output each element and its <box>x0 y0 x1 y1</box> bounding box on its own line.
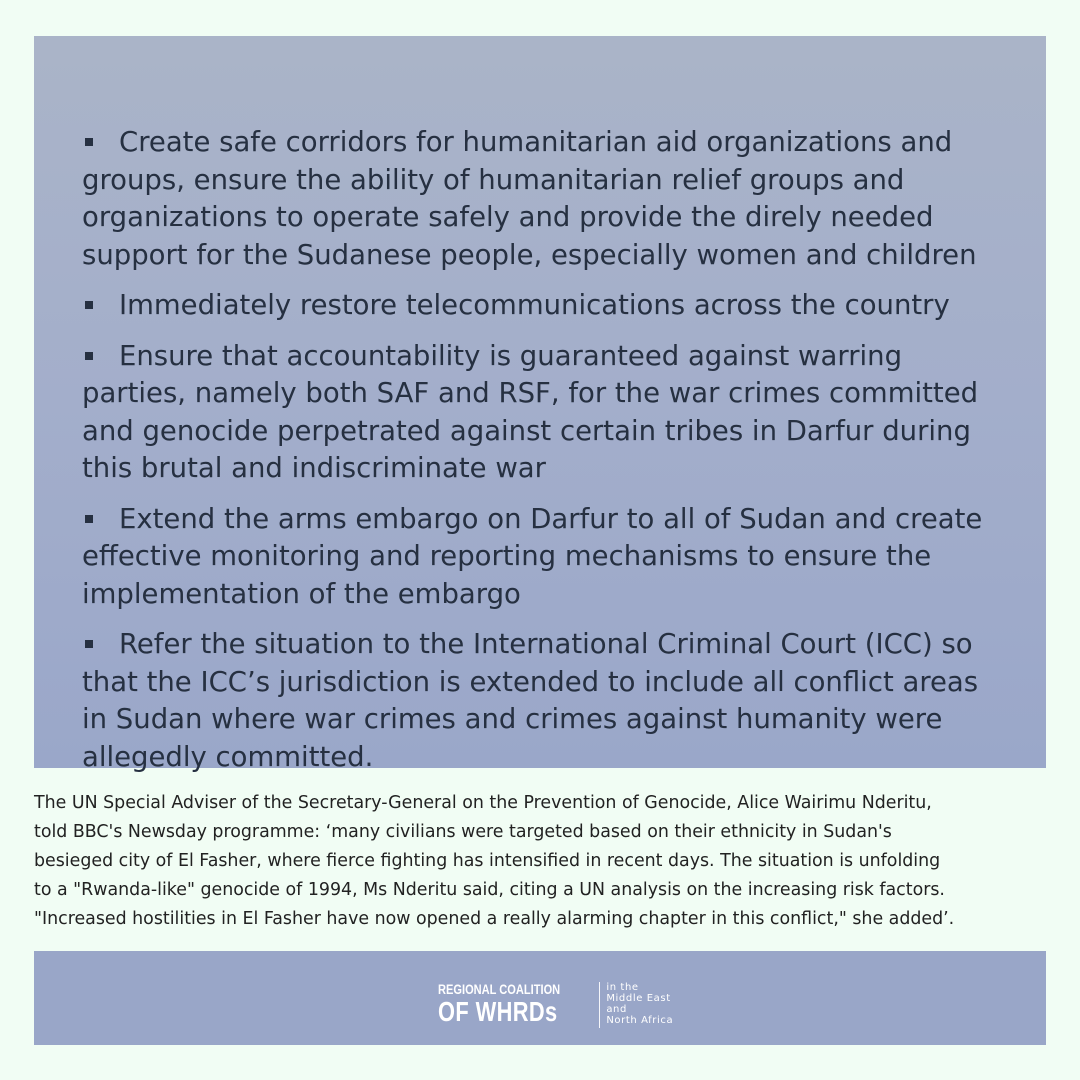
logo-region-text: in the Middle East and North Africa <box>606 982 674 1026</box>
square-bullet-icon <box>85 301 93 309</box>
logo-divider <box>599 982 600 1028</box>
recommendation-item <box>82 124 1006 274</box>
un-adviser-quote: The UN Special Adviser of the Secretary-General on the Prevention of Genocide, Alice Wairimu Nderitu, told BBC's Newsday programme: ‘many civilians were targeted based on their ethnicity in Sudan's besieged city of El Fasher, where fierce fighting has intensified in recent days. The situation is unfolding to a "Rwanda-like" genocide of 1994, Ms Nderitu said, citing a UN analysis on the increasing risk factors. "Increased hostilities in El Fasher have now opened a really alarming chapter in this conflict," she added’. <box>34 793 955 929</box>
recommendation-item <box>82 501 1006 614</box>
coalition-logo <box>438 982 673 1028</box>
recommendation-text: Ensure that accountability is guaranteed against warring parties, namely both SAF and RSF, for the war crimes committed and genocide perpetrated against certain tribes in Darfur during this brutal and indiscriminate war <box>82 339 979 484</box>
recommendation-text: Create safe corridors for humanitarian aid organizations and groups, ensure the ability of humanitarian relief groups and organizations to operate safely and provide the direly needed support for the Sudanese people, especially women and children <box>82 126 977 271</box>
recommendation-text: Immediately restore telecommunications across the country <box>119 289 950 321</box>
square-bullet-icon <box>85 640 93 648</box>
square-bullet-icon <box>85 352 93 360</box>
recommendation-item <box>82 338 1006 488</box>
logo-line-regional-coalition: REGIONAL COALITION <box>438 982 561 997</box>
logo-line-whrds: OF WHRDs <box>438 996 558 1027</box>
recommendation-item <box>82 626 1006 776</box>
square-bullet-icon <box>85 515 93 523</box>
logo-wordmark <box>438 982 591 1027</box>
footer-band <box>34 951 1046 1045</box>
square-bullet-icon <box>85 138 93 146</box>
recommendation-item <box>82 287 1006 325</box>
recommendation-text: Extend the arms embargo on Darfur to all of Sudan and create effective monitoring and reporting mechanisms to ensure the implementation of the embargo <box>82 502 983 610</box>
recommendations-panel <box>34 36 1046 773</box>
recommendations-list <box>82 124 1006 776</box>
recommendation-text: Refer the situation to the International Criminal Court (ICC) so that the ICC’s jurisdiction is extended to include all conflict areas in Sudan where war crimes and crimes against humanity were allegedly committed. <box>82 628 979 773</box>
